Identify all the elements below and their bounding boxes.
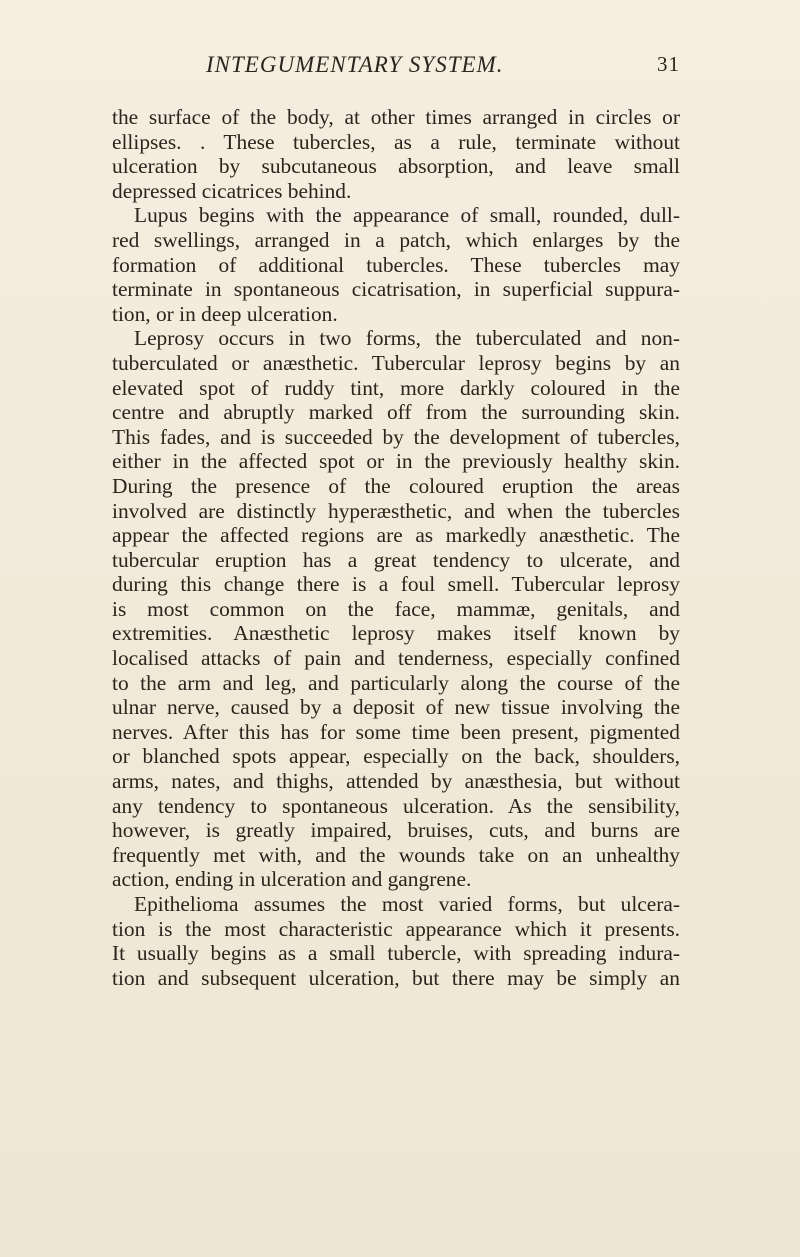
text-line: ellipses. . These tubercles, as a rule, terminate without — [112, 129, 680, 154]
text-line: Lupus begins with the appearance of small, rounded, dull- — [134, 203, 680, 228]
text-line: This fades, and is succeeded by the development of tubercles, — [112, 424, 680, 449]
text-line: formation of additional tubercles. These tubercles may — [112, 252, 680, 277]
text-line: terminate in spontaneous cicatrisation, in superficial suppura- — [112, 277, 680, 302]
running-title: INTEGUMENTARY SYSTEM. — [206, 52, 504, 77]
text-line: tion, or in deep ulceration. — [112, 301, 338, 326]
text-line: frequently met with, and the wounds take on an unhealthy — [112, 842, 680, 867]
text-line: any tendency to spontaneous ulceration. As the sensibility, — [112, 793, 680, 818]
text-line: during this change there is a foul smell. Tubercular leprosy — [112, 572, 680, 597]
text-line: Epithelioma assumes the most varied forms, but ulcera- — [134, 892, 680, 916]
text-line: tion is the most characteristic appearance which it presents. — [112, 916, 680, 941]
text-line: tion and subsequent ulceration, but there may be simply an — [112, 965, 680, 990]
text-line: Leprosy occurs in two forms, the tuberculated and non- — [134, 326, 680, 351]
text-line: depressed cicatrices behind. — [112, 178, 352, 203]
text-line: the surface of the body, at other times arranged in circles or — [112, 105, 680, 129]
running-header — [110, 52, 680, 84]
text-line: to the arm and leg, and particularly along the course of the — [112, 670, 680, 695]
text-line: involved are distinctly hyperæsthetic, and when the tubercles — [112, 498, 680, 523]
text-line: nerves. After this has for some time been present, pigmented — [112, 719, 680, 744]
text-line: It usually begins as a small tubercle, with spreading indura- — [112, 941, 680, 966]
text-line: ulnar nerve, caused by a deposit of new tissue involving the — [112, 695, 680, 720]
text-line: tuberculated or anæsthetic. Tubercular leprosy begins by an — [112, 350, 680, 375]
body-text — [112, 105, 680, 990]
text-line: tubercular eruption has a great tendency to ulcerate, and — [112, 547, 680, 572]
page-number: 31 — [657, 52, 680, 76]
text-line: or blanched spots appear, especially on the back, shoulders, — [112, 744, 680, 769]
text-line: however, is greatly impaired, bruises, cuts, and burns are — [112, 818, 680, 843]
text-line: elevated spot of ruddy tint, more darkly coloured in the — [112, 375, 680, 400]
text-line: either in the affected spot or in the previously healthy skin. — [112, 449, 680, 474]
text-line: extremities. Anæsthetic leprosy makes itself known by — [112, 621, 680, 646]
text-line: localised attacks of pain and tenderness, especially confined — [112, 646, 680, 671]
text-line: centre and abruptly marked off from the surrounding skin. — [112, 400, 680, 425]
text-line: is most common on the face, mammæ, genitals, and — [112, 596, 680, 621]
text-line: arms, nates, and thighs, attended by anæsthesia, but without — [112, 769, 680, 794]
text-line: During the presence of the coloured eruption the areas — [112, 473, 680, 498]
text-line: red swellings, arranged in a patch, which enlarges by the — [112, 227, 680, 252]
text-line: appear the affected regions are as markedly anæsthetic. The — [112, 523, 680, 548]
text-line: action, ending in ulceration and gangrene. — [112, 867, 472, 892]
text-line: ulceration by subcutaneous absorption, and leave small — [112, 154, 680, 179]
